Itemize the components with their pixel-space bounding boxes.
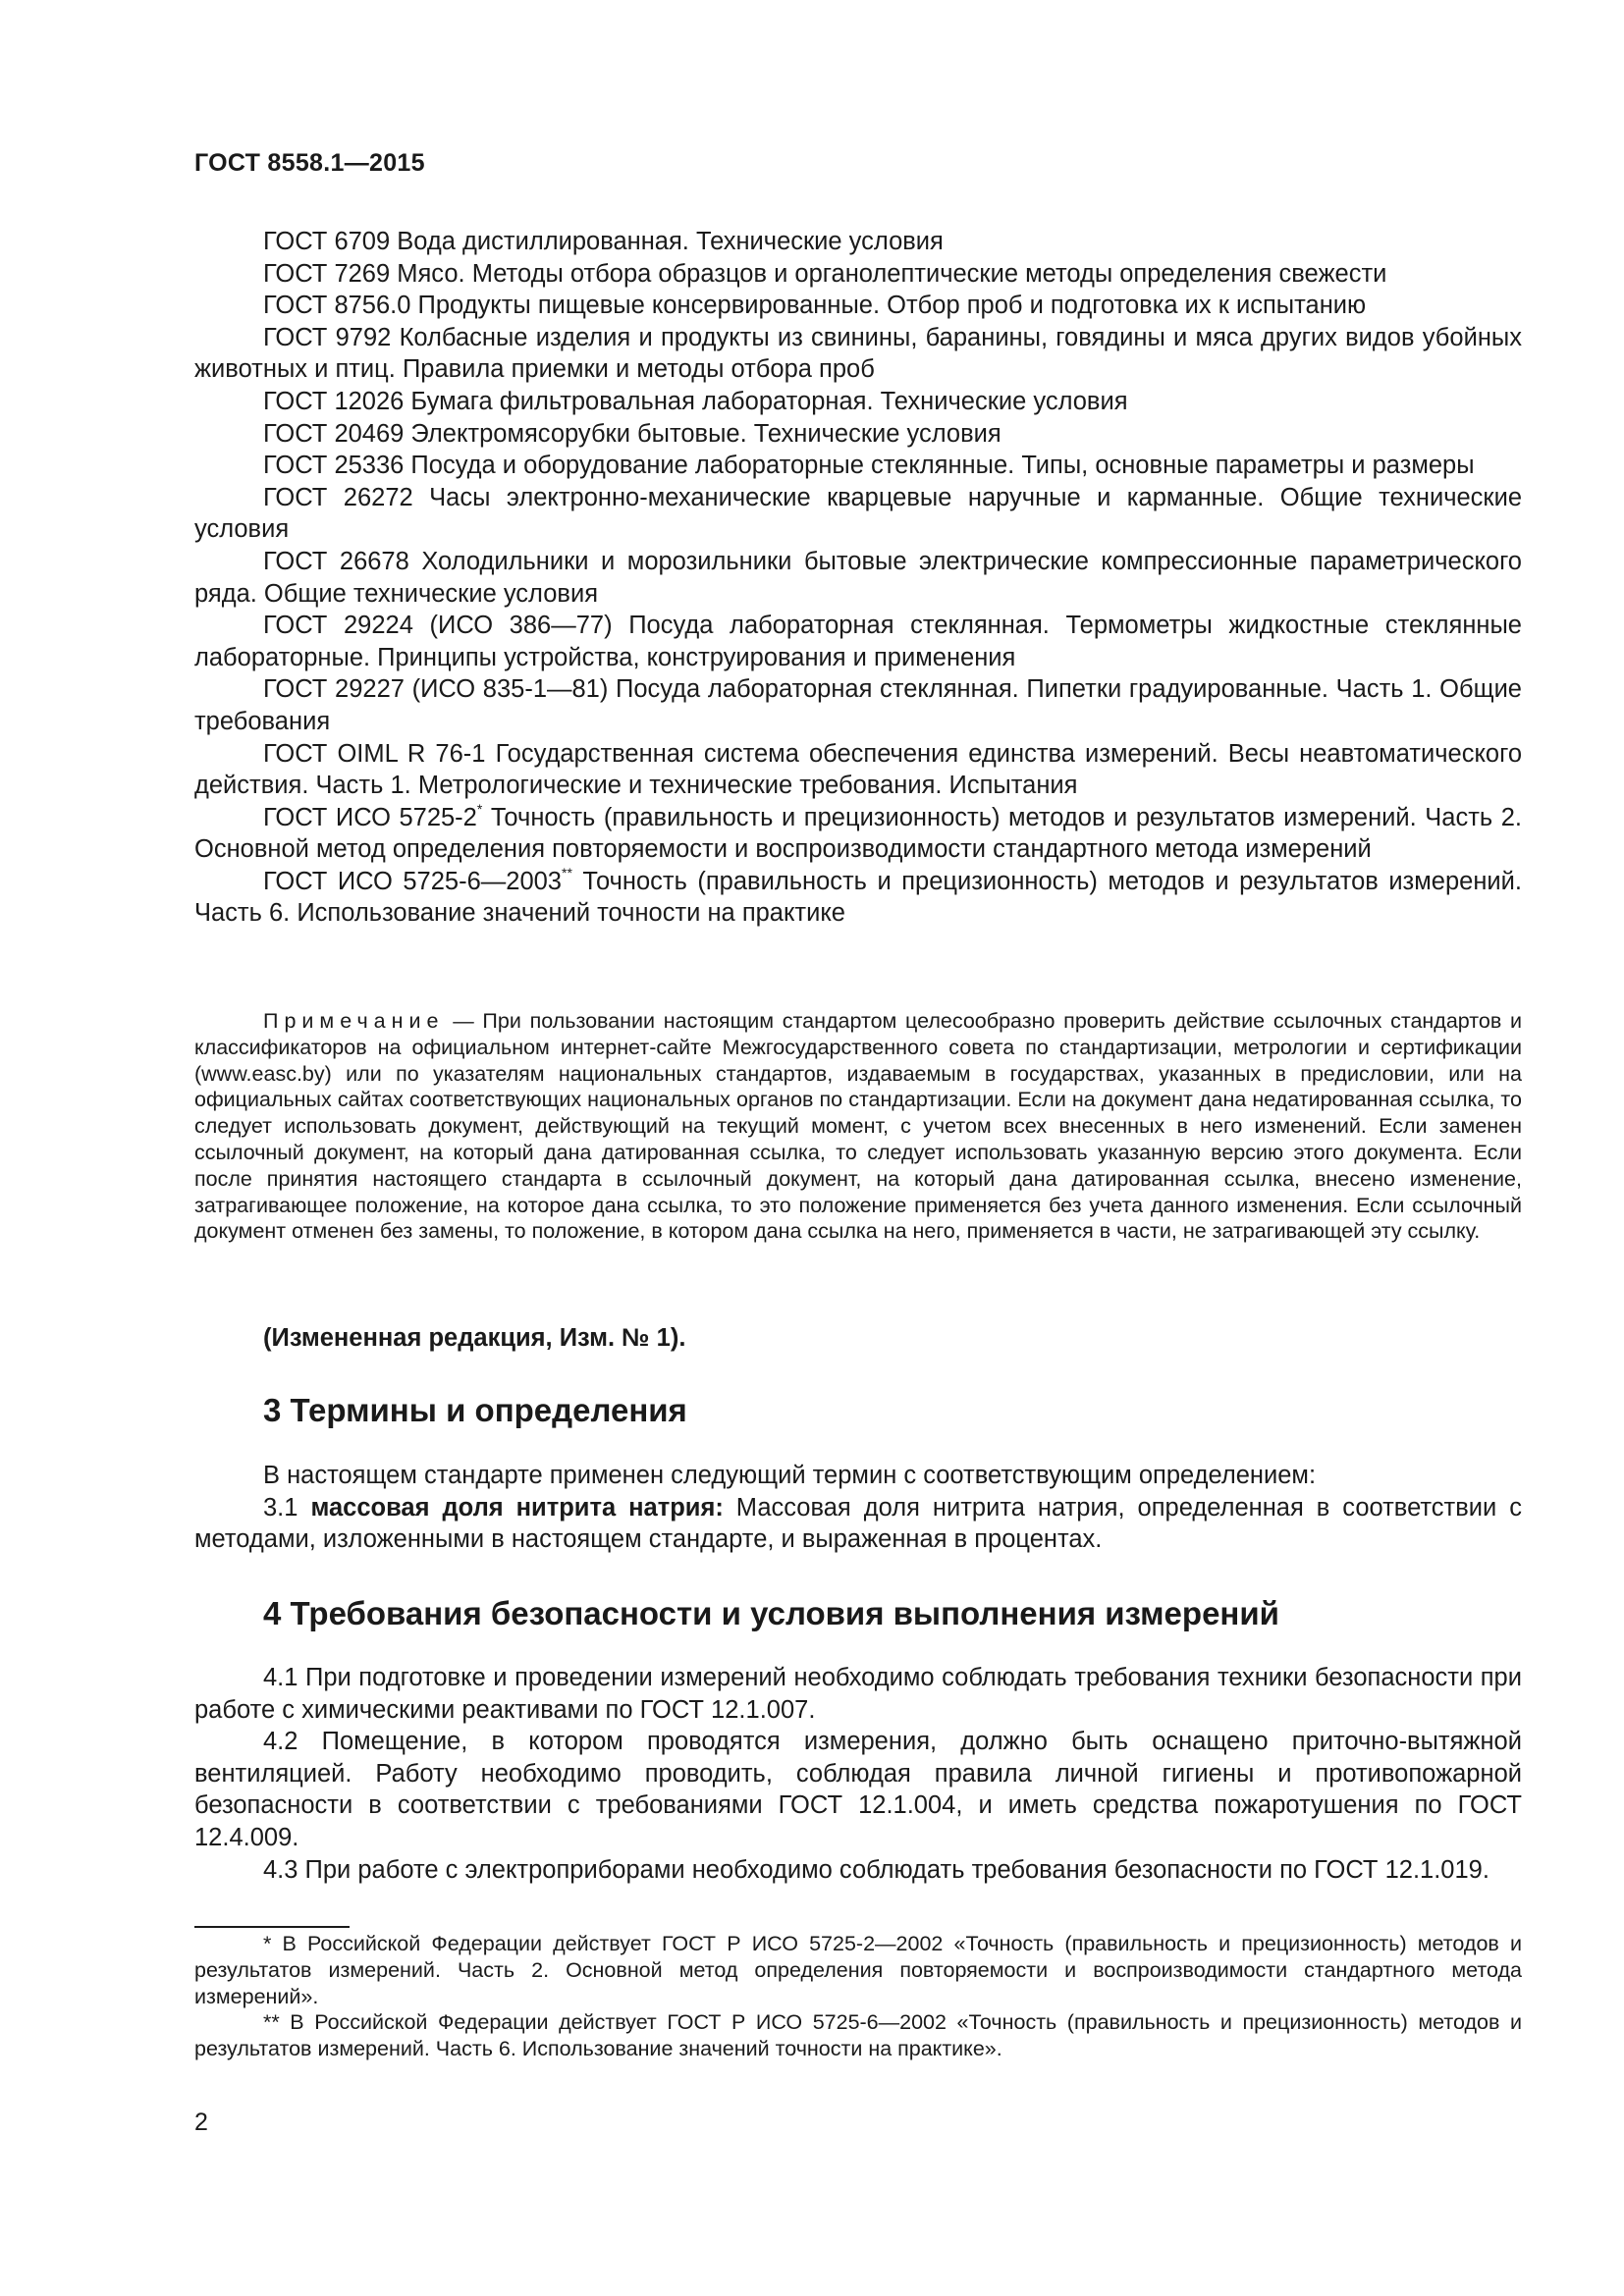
reference-item: ГОСТ 26678 Холодильники и морозильники бытовые электрические компрессионные параметрического ряда. Общие технические условия xyxy=(194,547,1522,608)
term-name: массовая доля нитрита натрия: xyxy=(310,1493,724,1522)
reference-item: ГОСТ OIML R 76-1 Государственная система обеспечения единства измерений. Весы неавтоматического действия. Часть 1. Метрологические и технические требования. Испытания xyxy=(194,739,1522,800)
reference-item: ГОСТ 8756.0 Продукты пищевые консервированные. Отбор проб и подготовка их к испытанию xyxy=(263,292,1367,320)
section-3-title: 3 Термины и определения xyxy=(263,1392,687,1428)
reference-item: ГОСТ 9792 Колбасные изделия и продукты из свинины, баранины, говядины и мяса других видов убойных животных и птиц. Правила приемки и методы отбора проб xyxy=(194,323,1522,384)
reference-item: ГОСТ 12026 Бумага фильтровальная лабораторная. Технические условия xyxy=(263,387,1128,415)
reference-code: ГОСТ ИСО 5725-2 xyxy=(263,803,477,831)
footnote: ** В Российской Федерации действует ГОСТ Р ИСО 5725-6—2002 «Точность (правильность и прецизионность) методов и результатов измерений. Часть 6. Использование значений точности на практике». xyxy=(194,2010,1522,2061)
page-header-standard-id: ГОСТ 8558.1—2015 xyxy=(194,149,425,177)
note-text: — При пользовании настоящим стандартом целесообразно проверить действие ссылочных стандартов и классификаторов на официальном интернет-сайте Межгосударственного совета по стандартизации, метрологии и сертификации (www.easc.by) или по указателям национальных стандартов, издаваемым в государствах, указанных в предисловии, или на официальных сайтах соответствующих национальных органов по стандартизации. Если на документ дана недатированная ссылка, то следует использовать документ, действующий на текущий момент, с учетом всех внесенных в него изменений. Если заменен ссылочный документ, на который дана датированная ссылка, то следует использовать указанную версию этого документа. Если после принятия настоящего стандарта в ссылочный документ, на который дана датированная ссылка, внесено изменение, затрагивающее положение, на которое дана ссылка, то это положение применяется без учета данного изменения. Если ссылочный документ отменен без замены, то положение, в котором дана ссылка на него, применяется в части, не затрагивающей эту ссылку. xyxy=(194,1009,1522,1244)
reference-item: ГОСТ 29227 (ИСО 835-1—81) Посуда лабораторная стеклянная. Пипетки градуированные. Часть 1. Общие требования xyxy=(194,675,1522,735)
section-3-intro: В настоящем стандарте применен следующий термин с соответствующим определением: xyxy=(263,1462,1317,1489)
section-4-paragraph: 4.1 При подготовке и проведении измерений необходимо соблюдать требования техники безопасности при работе с химическими реактивами по ГОСТ 12.1.007. xyxy=(194,1664,1522,1724)
note-label: Примечание xyxy=(263,1009,445,1033)
reference-item: ГОСТ 25336 Посуда и оборудование лабораторные стеклянные. Типы, основные параметры и размеры xyxy=(263,452,1475,480)
term-definition xyxy=(194,1492,1522,1556)
section-3-body xyxy=(194,1460,1522,1556)
section-4-body xyxy=(194,1662,1522,1886)
reference-code: ГОСТ ИСО 5725-6—2003 xyxy=(263,867,562,895)
reference-item: ГОСТ 7269 Мясо. Методы отбора образцов и органолептические методы определения свежести xyxy=(263,259,1387,288)
section-4-title: 4 Требования безопасности и условия выполнения измерений xyxy=(263,1595,1279,1631)
section-4-paragraph: 4.3 При работе с электроприборами необходимо соблюдать требования безопасности по ГОСТ 12.1.019. xyxy=(263,1855,1489,1884)
reference-title: Точность (правильность и прецизионность) методов и результатов измерений. Часть 6. Использование значений точности на практике xyxy=(194,867,1522,928)
footnote: * В Российской Федерации действует ГОСТ Р ИСО 5725-2—2002 «Точность (правильность и прецизионность) методов и результатов измерений. Часть 2. Основной метод определения повторяемости и воспроизводимости стандартного метода измерений». xyxy=(194,1932,1522,2008)
section-4-paragraph: 4.2 Помещение, в котором проводятся измерения, должно быть оснащено приточно-вытяжной вентиляцией. Работу необходимо проводить, соблюдая правила личной гигиены и противопожарной безопасности в соответствии с требованиями ГОСТ 12.1.004, и иметь средства пожаротушения по ГОСТ 12.4.009. xyxy=(194,1728,1522,1851)
normative-references-list xyxy=(194,226,1522,930)
reference-item xyxy=(194,866,1522,930)
footnote-marker: * xyxy=(476,801,483,818)
reference-item xyxy=(194,802,1522,866)
reference-item: ГОСТ 29224 (ИСО 386—77) Посуда лабораторная стеклянная. Термометры жидкостные стеклянные лабораторные. Принципы устройства, конструирования и применения xyxy=(194,612,1522,671)
page-number: 2 xyxy=(194,2109,208,2136)
reference-item: ГОСТ 20469 Электромясорубки бытовые. Технические условия xyxy=(263,419,1001,448)
amendment-notice: (Измененная редакция, Изм. № 1). xyxy=(263,1324,686,1352)
reference-item: ГОСТ 6709 Вода дистиллированная. Технические условия xyxy=(263,228,944,255)
reference-item: ГОСТ 26272 Часы электронно-механические кварцевые наручные и карманные. Общие технические условия xyxy=(194,483,1522,544)
footnote-marker: ** xyxy=(562,865,572,881)
footnote-separator xyxy=(194,1926,350,1928)
reference-title: Точность (правильность и прецизионность) методов и результатов измерений. Часть 2. Основной метод определения повторяемости и воспроизводимости стандартного метода измерений xyxy=(194,803,1522,864)
references-note xyxy=(194,1008,1522,1245)
term-number: 3.1 xyxy=(263,1493,311,1522)
term-definition-text: Массовая доля нитрита натрия, определенная в соответствии с методами, изложенными в настоящем стандарте, и выраженная в процентах. xyxy=(194,1493,1522,1554)
footnotes xyxy=(194,1931,1522,2062)
